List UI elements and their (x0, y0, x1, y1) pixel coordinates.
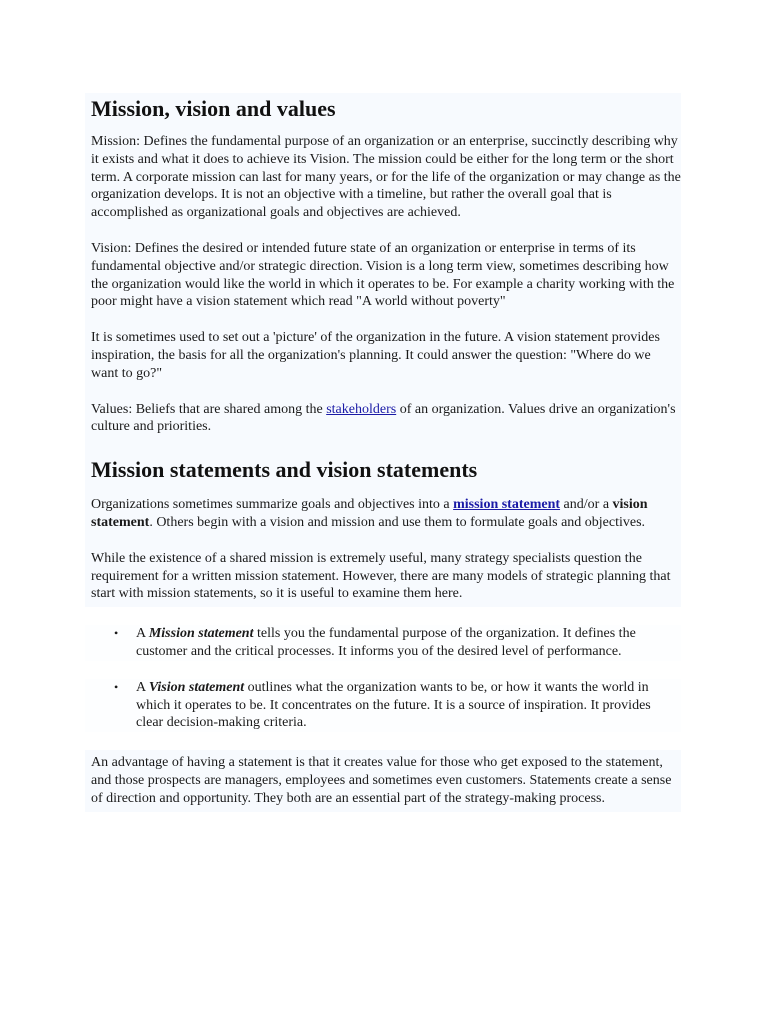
statement-list (85, 625, 681, 732)
bullet-prefix: A (136, 626, 149, 642)
summary-text-middle: and/or a (560, 497, 613, 513)
mission-paragraph: Mission: Defines the fundamental purpose of an organization or an enterprise, succinctly describing why it exists and what it does to achieve its Vision. The mission could be either for the long term or the short term. A corporate mission can last for many years, or for the life of the organization or may change as the organization develops. It is not an objective with a timeline, but rather the overall goal that is accomplished as organizational goals and objectives are achieved. (91, 134, 681, 221)
shared-mission-paragraph: While the existence of a shared mission is extremely useful, many strategy specialists question the requirement for a written mission statement. However, there are many models of strategic planning that start with mission statements, so it is useful to examine them here. (91, 550, 671, 602)
vision-paragraph: Vision: Defines the desired or intended future state of an organization or enterprise in terms of its fundamental objective and/or strategic direction. Vision is a long term view, sometimes describing how the organization would like the world in which it operates to be. For example a charity working with the poor might have a vision statement which read "A world without poverty" (91, 240, 675, 310)
mission-statement-link[interactable]: mission statement (453, 497, 561, 513)
section-advantage (85, 750, 681, 811)
heading-mission-vision-values: Mission, vision and values (91, 96, 336, 121)
list-item (85, 625, 681, 661)
list-item (85, 679, 681, 732)
stakeholders-link[interactable]: stakeholders (326, 401, 397, 417)
values-text-after: of an organization. Values drive an organization's culture and priorities. (91, 401, 676, 435)
summary-text-after: . Others begin with a vision and mission and use them to formulate goals and objectives. (149, 514, 646, 530)
summary-paragraph (91, 496, 681, 532)
bullet-term: Mission statement (148, 626, 254, 642)
paragraph-gap (91, 311, 681, 329)
vision-statement-bold: vision statement (91, 497, 648, 530)
paragraph-gap (91, 532, 681, 550)
bullet-term: Vision statement (148, 679, 245, 695)
bullet-text: outlines what the organization wants to be, or how it wants the world in which it operates to be. It concentrates on the future. It is a source of inspiration. It provides clear decision-making criteria. (136, 679, 651, 731)
values-paragraph (91, 401, 681, 437)
picture-paragraph: It is sometimes used to set out a 'picture' of the organization in the future. A vision statement provides inspiration, the basis for all the organization's planning. It could answer the question: "Where do we want to go?" (91, 330, 660, 381)
bullet-marker: • (114, 679, 119, 694)
paragraph-gap (91, 222, 681, 240)
statement-list-wrap (85, 607, 681, 732)
bullet-marker: • (114, 626, 119, 641)
values-text-before: Values: Beliefs that are shared among the (91, 401, 327, 417)
bullet-prefix: A (136, 679, 149, 695)
paragraph-gap (91, 383, 681, 401)
section-gap (91, 436, 681, 450)
heading-mission-vision-statements: Mission statements and vision statements (91, 457, 478, 483)
bullet-text: tells you the fundamental purpose of the organization. It defines the customer and the critical processes. It informs you of the desired level of performance. (136, 626, 636, 659)
summary-text-before: Organizations sometimes summarize goals and objectives into a (91, 497, 454, 513)
advantage-paragraph: An advantage of having a statement is that it creates value for those who get exposed to the statement, and those prospects are managers, employees and sometimes even customers. Statements create a sense of direction and opportunity. They both are an essential part of the strategy-making process. (91, 755, 672, 806)
section-mission-vision-values (85, 93, 681, 607)
document-page (85, 93, 681, 812)
